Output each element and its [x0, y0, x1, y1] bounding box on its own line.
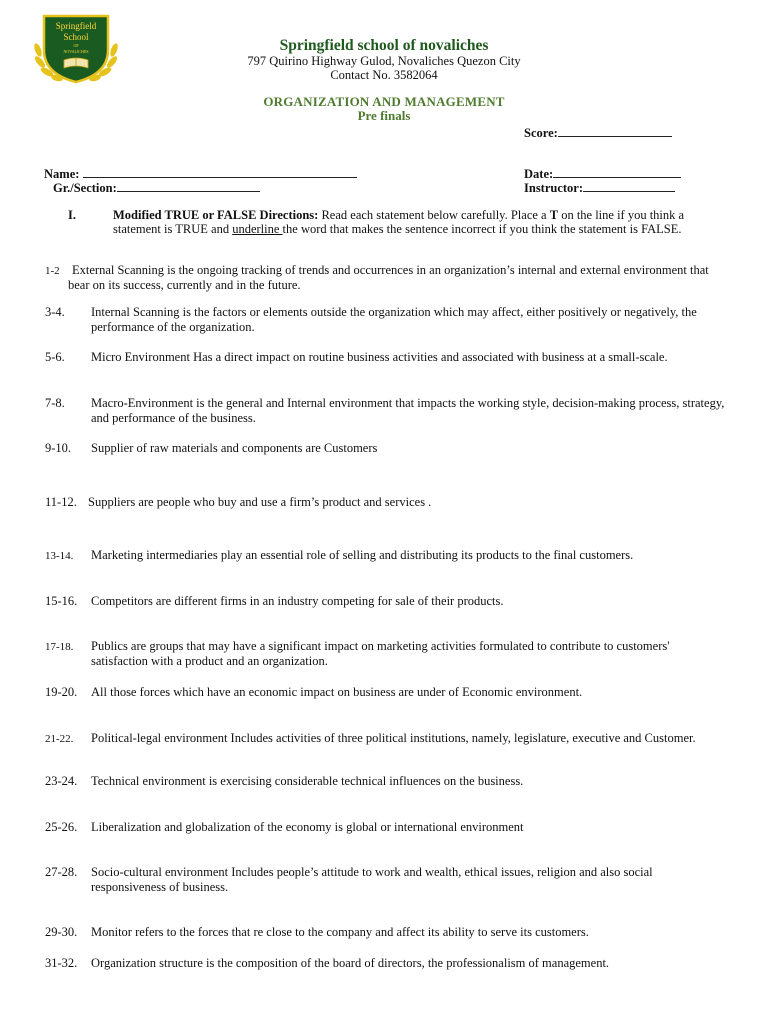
question-text: Marketing intermediaries play an essential role of selling and distributing its products to the final customers. [91, 548, 634, 562]
question-number: 5-6. [45, 350, 65, 364]
directions-underline-word: underline [232, 222, 283, 236]
question-number: 3-4. [45, 305, 65, 319]
question-text: Monitor refers to the forces that re close to the company and affect its ability to serve its customers. [91, 925, 589, 939]
question-number: 21-22. [45, 733, 74, 745]
section-numeral: I. [68, 208, 76, 222]
school-contact: Contact No. 3582064 [330, 68, 438, 82]
question-text: Technical environment is exercising considerable technical influences on the business. [91, 774, 524, 788]
instructor-line[interactable] [583, 180, 675, 192]
question-text: Political-legal environment Includes activities of three political institutions, namely, legislature, executive and Customer. [91, 731, 696, 745]
question-text: Suppliers are people who buy and use a firm’s product and services . [88, 495, 432, 509]
question-number: 13-14. [45, 550, 74, 562]
subject-title: ORGANIZATION AND MANAGEMENT [263, 94, 505, 109]
question-text: Socio-cultural environment Includes people’s attitude to work and wealth, ethical issues, religion and also social responsiveness of business. [91, 865, 653, 894]
instructor-label: Instructor: [524, 181, 584, 195]
directions-text-1: Read each statement below carefully. Place a [318, 208, 550, 222]
question-text: Supplier of raw materials and components are Customers [91, 441, 378, 455]
question-text: Publics are groups that may have a significant impact on marketing activities formulated to contribute to customers' satisfaction with a product and an organization. [91, 639, 670, 668]
directions-text-2: on the line if you think a statement is TRUE and [113, 208, 685, 236]
exam-period: Pre finals [357, 108, 411, 123]
question-text: External Scanning is the ongoing tracking of trends and occurrences in an organization’s internal and external environment that bear on its success, currently and in the future. [68, 263, 709, 292]
school-address: 797 Quirino Highway Gulod, Novaliches Quezon City [247, 54, 521, 68]
date-line[interactable] [553, 166, 681, 178]
question-number: 1-2 [45, 265, 60, 277]
directions-text-3: the word that makes the sentence incorrect if you think the statement is FALSE. [282, 222, 682, 236]
question-number: 31-32. [45, 956, 78, 970]
question-number: 15-16. [45, 594, 78, 608]
section-label: Gr./Section: [53, 181, 117, 195]
instructor-field [524, 179, 675, 197]
question-number: 9-10. [45, 441, 72, 455]
date-label: Date: [524, 167, 554, 181]
question-text: Competitors are different firms in an industry competing for sale of their products. [91, 594, 504, 608]
question-number: 17-18. [45, 641, 74, 653]
question-number: 27-28. [45, 865, 78, 879]
question-number: 11-12. [45, 495, 77, 509]
directions-title: Modified TRUE or FALSE Directions: [113, 208, 319, 222]
question-text: Organization structure is the composition of the board of directors, the professionalism of management. [91, 956, 610, 970]
score-label: Score: [524, 126, 558, 140]
question-number: 19-20. [45, 685, 78, 699]
name-line[interactable] [83, 166, 357, 178]
question-text: Internal Scanning is the factors or elements outside the organization which may affect, either positively or negatively, the performance of the organization. [91, 305, 697, 334]
question-number: 23-24. [45, 774, 78, 788]
svg-text:OF: OF [73, 43, 79, 48]
svg-text:Springfield: Springfield [55, 21, 97, 31]
question-number: 29-30. [45, 925, 78, 939]
svg-text:NOVALICHES: NOVALICHES [63, 49, 89, 54]
section-line[interactable] [117, 180, 260, 192]
section-field [53, 179, 260, 197]
name-label: Name: [44, 167, 80, 181]
svg-text:School: School [63, 32, 89, 42]
score-field [524, 124, 672, 142]
score-line[interactable] [558, 125, 672, 137]
question-text: Liberalization and globalization of the economy is global or international environment [91, 820, 524, 834]
question-number: 25-26. [45, 820, 78, 834]
directions-t: T [549, 208, 559, 222]
question-number: 7-8. [45, 396, 65, 410]
directions [113, 208, 725, 236]
school-name: Springfield school of novaliches [279, 37, 489, 54]
question-text: Macro-Environment is the general and Internal environment that impacts the working style, decision-making process, strategy, and performance of the business. [91, 396, 725, 425]
question-text: Micro Environment Has a direct impact on routine business activities and associated with business at a small-scale. [91, 350, 668, 364]
question-text: All those forces which have an economic impact on business are under of Economic environment. [91, 685, 583, 699]
